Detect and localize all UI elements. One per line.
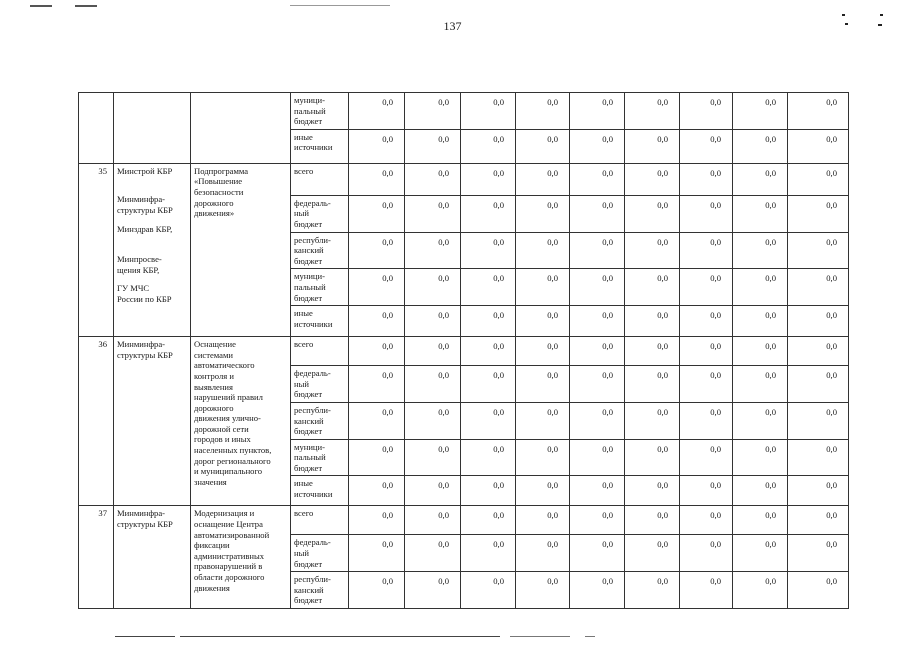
value-cell: 0,0 bbox=[680, 476, 733, 506]
scan-bottom-edge-marks bbox=[0, 628, 905, 639]
value-cell: 0,0 bbox=[405, 269, 461, 306]
value-cell: 0,0 bbox=[516, 402, 570, 439]
value-cell: 0,0 bbox=[349, 232, 405, 269]
value-cell: 0,0 bbox=[680, 337, 733, 366]
value-cell: 0,0 bbox=[516, 195, 570, 232]
value-cell: 0,0 bbox=[516, 163, 570, 195]
value-cell: 0,0 bbox=[625, 535, 680, 572]
value-cell: 0,0 bbox=[733, 572, 788, 609]
value-cell: 0,0 bbox=[680, 306, 733, 337]
value-cell: 0,0 bbox=[349, 129, 405, 163]
value-cell: 0,0 bbox=[625, 93, 680, 130]
value-cell: 0,0 bbox=[516, 476, 570, 506]
budget-table bbox=[78, 92, 849, 609]
value-cell: 0,0 bbox=[680, 269, 733, 306]
value-cell: 0,0 bbox=[733, 439, 788, 476]
value-cell: 0,0 bbox=[349, 337, 405, 366]
table-row bbox=[79, 337, 849, 366]
value-cell: 0,0 bbox=[788, 163, 849, 195]
value-cell: 0,0 bbox=[625, 195, 680, 232]
value-cell: 0,0 bbox=[680, 535, 733, 572]
value-cell: 0,0 bbox=[405, 572, 461, 609]
funding-source: республи- канский бюджет bbox=[291, 572, 349, 609]
row-index: 37 bbox=[79, 506, 114, 609]
value-cell: 0,0 bbox=[680, 439, 733, 476]
value-cell: 0,0 bbox=[461, 366, 516, 403]
value-cell: 0,0 bbox=[516, 439, 570, 476]
value-cell: 0,0 bbox=[405, 163, 461, 195]
value-cell: 0,0 bbox=[570, 269, 625, 306]
funding-source: иные источники bbox=[291, 129, 349, 163]
value-cell: 0,0 bbox=[625, 306, 680, 337]
value-cell: 0,0 bbox=[349, 269, 405, 306]
funding-source: муници- пальный бюджет bbox=[291, 93, 349, 130]
value-cell: 0,0 bbox=[516, 506, 570, 535]
value-cell: 0,0 bbox=[625, 572, 680, 609]
value-cell: 0,0 bbox=[461, 129, 516, 163]
funding-source: республи- канский бюджет bbox=[291, 232, 349, 269]
value-cell: 0,0 bbox=[788, 195, 849, 232]
value-cell: 0,0 bbox=[788, 535, 849, 572]
value-cell: 0,0 bbox=[461, 163, 516, 195]
value-cell: 0,0 bbox=[733, 366, 788, 403]
measure-title: Модернизация и оснащение Центра автоматизированной фиксации административных правонарушений в области дорожного движения bbox=[191, 506, 291, 609]
value-cell: 0,0 bbox=[349, 476, 405, 506]
scan-artifact-lines bbox=[0, 630, 905, 641]
executor-name: Mинминфра- структуры КБР bbox=[117, 339, 173, 360]
measure-title: Подпрограмма «Повышение безопасности дорожного движения» bbox=[191, 163, 291, 336]
value-cell: 0,0 bbox=[788, 366, 849, 403]
value-cell: 0,0 bbox=[625, 269, 680, 306]
value-cell: 0,0 bbox=[516, 535, 570, 572]
value-cell: 0,0 bbox=[516, 232, 570, 269]
value-cell: 0,0 bbox=[625, 232, 680, 269]
value-cell: 0,0 bbox=[570, 93, 625, 130]
value-cell: 0,0 bbox=[349, 195, 405, 232]
scan-top-edge-marks bbox=[0, 0, 905, 8]
value-cell: 0,0 bbox=[516, 129, 570, 163]
value-cell: 0,0 bbox=[788, 572, 849, 609]
value-cell: 0,0 bbox=[788, 506, 849, 535]
funding-source: всего bbox=[291, 506, 349, 535]
value-cell: 0,0 bbox=[349, 572, 405, 609]
value-cell: 0,0 bbox=[788, 476, 849, 506]
executor-cell bbox=[114, 506, 191, 609]
funding-source: федераль- ный бюджет bbox=[291, 366, 349, 403]
value-cell: 0,0 bbox=[405, 129, 461, 163]
value-cell: 0,0 bbox=[625, 366, 680, 403]
value-cell: 0,0 bbox=[405, 535, 461, 572]
value-cell: 0,0 bbox=[733, 232, 788, 269]
value-cell: 0,0 bbox=[680, 129, 733, 163]
value-cell: 0,0 bbox=[733, 476, 788, 506]
value-cell: 0,0 bbox=[733, 195, 788, 232]
value-cell: 0,0 bbox=[461, 337, 516, 366]
value-cell: 0,0 bbox=[570, 163, 625, 195]
value-cell: 0,0 bbox=[625, 506, 680, 535]
value-cell: 0,0 bbox=[570, 535, 625, 572]
value-cell: 0,0 bbox=[733, 163, 788, 195]
value-cell: 0,0 bbox=[461, 439, 516, 476]
funding-source: республи- канский бюджет bbox=[291, 402, 349, 439]
value-cell: 0,0 bbox=[570, 366, 625, 403]
row-index bbox=[79, 93, 114, 164]
value-cell: 0,0 bbox=[570, 572, 625, 609]
value-cell: 0,0 bbox=[680, 402, 733, 439]
value-cell: 0,0 bbox=[680, 366, 733, 403]
executor-cell bbox=[114, 337, 191, 506]
value-cell: 0,0 bbox=[405, 337, 461, 366]
value-cell: 0,0 bbox=[788, 129, 849, 163]
corner-marks bbox=[0, 10, 905, 50]
value-cell: 0,0 bbox=[405, 306, 461, 337]
value-cell: 0,0 bbox=[733, 306, 788, 337]
value-cell: 0,0 bbox=[461, 476, 516, 506]
table-row bbox=[79, 93, 849, 130]
row-index: 35 bbox=[79, 163, 114, 336]
value-cell: 0,0 bbox=[788, 439, 849, 476]
measure-title: Оснащение системами автоматического контроля и выявления нарушений правил дорожного движения улично- дорожной сети городов и иных населенных пунктов, дорог регионального и муниципального значения bbox=[191, 337, 291, 506]
value-cell: 0,0 bbox=[405, 506, 461, 535]
value-cell: 0,0 bbox=[733, 402, 788, 439]
funding-source: иные источники bbox=[291, 306, 349, 337]
value-cell: 0,0 bbox=[405, 232, 461, 269]
funding-source: всего bbox=[291, 337, 349, 366]
value-cell: 0,0 bbox=[461, 402, 516, 439]
value-cell: 0,0 bbox=[461, 195, 516, 232]
value-cell: 0,0 bbox=[570, 402, 625, 439]
value-cell: 0,0 bbox=[516, 337, 570, 366]
value-cell: 0,0 bbox=[788, 232, 849, 269]
value-cell: 0,0 bbox=[349, 506, 405, 535]
row-index: 36 bbox=[79, 337, 114, 506]
value-cell: 0,0 bbox=[516, 93, 570, 130]
value-cell: 0,0 bbox=[570, 232, 625, 269]
value-cell: 0,0 bbox=[349, 402, 405, 439]
value-cell: 0,0 bbox=[405, 476, 461, 506]
value-cell: 0,0 bbox=[733, 129, 788, 163]
value-cell: 0,0 bbox=[680, 506, 733, 535]
value-cell: 0,0 bbox=[461, 269, 516, 306]
value-cell: 0,0 bbox=[570, 195, 625, 232]
value-cell: 0,0 bbox=[349, 306, 405, 337]
funding-source: федераль- ный бюджет bbox=[291, 195, 349, 232]
executor-name: Минстрой КБР bbox=[117, 165, 173, 176]
value-cell: 0,0 bbox=[461, 535, 516, 572]
value-cell: 0,0 bbox=[625, 129, 680, 163]
value-cell: 0,0 bbox=[516, 306, 570, 337]
executor-name: ГУ МЧС России по КБР bbox=[117, 283, 172, 304]
value-cell: 0,0 bbox=[680, 572, 733, 609]
value-cell: 0,0 bbox=[570, 129, 625, 163]
value-cell: 0,0 bbox=[788, 306, 849, 337]
value-cell: 0,0 bbox=[625, 476, 680, 506]
value-cell: 0,0 bbox=[788, 337, 849, 366]
value-cell: 0,0 bbox=[405, 93, 461, 130]
value-cell: 0,0 bbox=[516, 572, 570, 609]
value-cell: 0,0 bbox=[680, 163, 733, 195]
page-number: 137 bbox=[443, 19, 462, 33]
value-cell: 0,0 bbox=[733, 93, 788, 130]
funding-source: муници- пальный бюджет bbox=[291, 439, 349, 476]
value-cell: 0,0 bbox=[461, 232, 516, 269]
value-cell: 0,0 bbox=[570, 506, 625, 535]
value-cell: 0,0 bbox=[349, 163, 405, 195]
funding-source: всего bbox=[291, 163, 349, 195]
value-cell: 0,0 bbox=[625, 402, 680, 439]
value-cell: 0,0 bbox=[680, 93, 733, 130]
value-cell: 0,0 bbox=[405, 366, 461, 403]
value-cell: 0,0 bbox=[516, 366, 570, 403]
value-cell: 0,0 bbox=[570, 337, 625, 366]
funding-source: федераль- ный бюджет bbox=[291, 535, 349, 572]
value-cell: 0,0 bbox=[788, 93, 849, 130]
value-cell: 0,0 bbox=[349, 366, 405, 403]
value-cell: 0,0 bbox=[405, 195, 461, 232]
value-cell: 0,0 bbox=[570, 306, 625, 337]
value-cell: 0,0 bbox=[516, 269, 570, 306]
funding-source: иные источники bbox=[291, 476, 349, 506]
table-row bbox=[79, 506, 849, 535]
value-cell: 0,0 bbox=[405, 439, 461, 476]
value-cell: 0,0 bbox=[461, 572, 516, 609]
value-cell: 0,0 bbox=[625, 163, 680, 195]
value-cell: 0,0 bbox=[680, 195, 733, 232]
executor-name: Минздрав КБР, bbox=[117, 223, 173, 234]
measure-title bbox=[191, 93, 291, 164]
value-cell: 0,0 bbox=[733, 269, 788, 306]
value-cell: 0,0 bbox=[349, 535, 405, 572]
value-cell: 0,0 bbox=[461, 506, 516, 535]
value-cell: 0,0 bbox=[733, 535, 788, 572]
value-cell: 0,0 bbox=[680, 232, 733, 269]
value-cell: 0,0 bbox=[625, 337, 680, 366]
executor-name: Mинминфра- структуры КБР bbox=[117, 194, 173, 215]
value-cell: 0,0 bbox=[405, 402, 461, 439]
value-cell: 0,0 bbox=[349, 439, 405, 476]
value-cell: 0,0 bbox=[570, 439, 625, 476]
table-row bbox=[79, 163, 849, 195]
value-cell: 0,0 bbox=[349, 93, 405, 130]
value-cell: 0,0 bbox=[625, 439, 680, 476]
executor-name: Mинминфра- структуры КБР bbox=[117, 508, 173, 530]
value-cell: 0,0 bbox=[461, 93, 516, 130]
value-cell: 0,0 bbox=[788, 402, 849, 439]
value-cell: 0,0 bbox=[788, 269, 849, 306]
value-cell: 0,0 bbox=[733, 337, 788, 366]
executor-cell bbox=[114, 93, 191, 164]
funding-source: муници- пальный бюджет bbox=[291, 269, 349, 306]
value-cell: 0,0 bbox=[570, 476, 625, 506]
value-cell: 0,0 bbox=[733, 506, 788, 535]
executor-cell bbox=[114, 163, 191, 336]
executor-name: Минпросве- щения КБР, bbox=[117, 254, 162, 275]
value-cell: 0,0 bbox=[461, 306, 516, 337]
